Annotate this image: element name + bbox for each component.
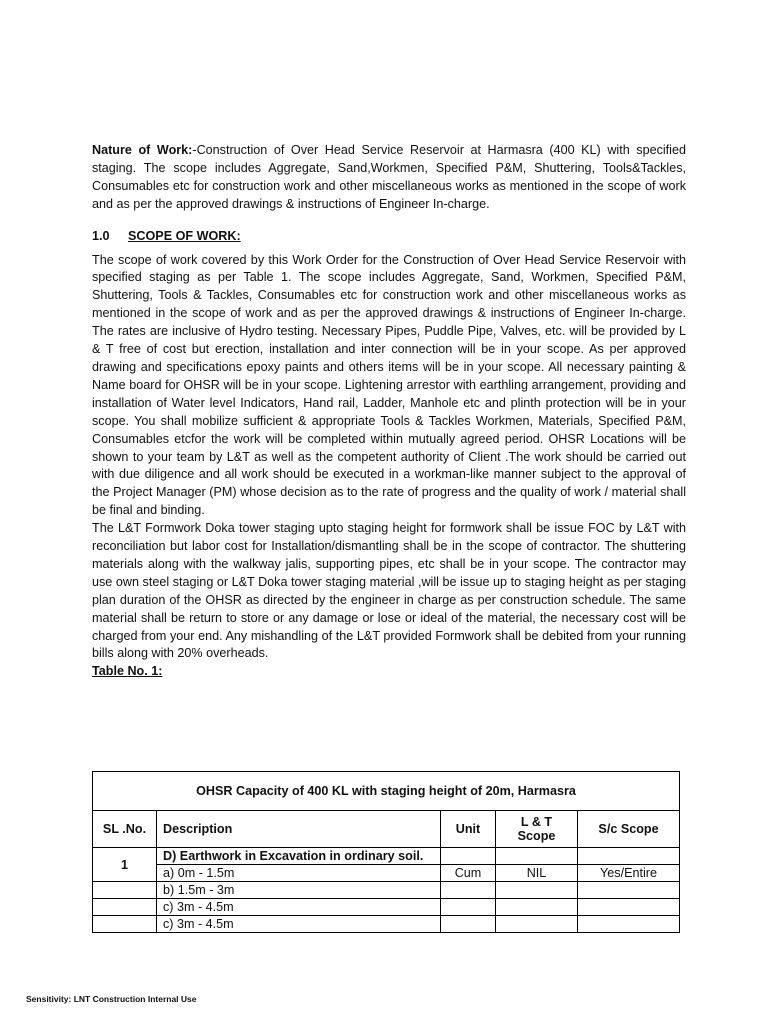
row-lt-scope: NIL — [496, 865, 578, 882]
header-lt-scope: L & T Scope — [496, 811, 578, 848]
header-sl-no: SL .No. — [93, 811, 157, 848]
row-unit — [441, 882, 496, 899]
row-lt-scope — [496, 916, 578, 933]
row-lt-scope — [496, 882, 578, 899]
table-row — [93, 899, 680, 916]
row-sl-empty — [93, 899, 157, 916]
row-description: c) 3m - 4.5m — [157, 899, 441, 916]
row-unit — [441, 899, 496, 916]
scope-section-title: SCOPE OF WORK: — [128, 228, 241, 243]
row-sc-scope — [578, 916, 680, 933]
table-row — [93, 848, 680, 865]
row-sc-scope: Yes/Entire — [578, 865, 680, 882]
row-lt-scope — [496, 899, 578, 916]
table-row — [93, 865, 680, 882]
header-description: Description — [157, 811, 441, 848]
document-body — [92, 142, 686, 681]
row-unit: Cum — [441, 865, 496, 882]
item-unit-cell — [441, 848, 496, 865]
row-sl-empty — [93, 882, 157, 899]
item-description: D) Earthwork in Excavation in ordinary soil. — [157, 848, 441, 865]
item-sc-scope-cell — [578, 848, 680, 865]
table-label: Table No. 1: — [92, 664, 163, 679]
row-sc-scope — [578, 899, 680, 916]
nature-of-work-label: Nature of Work: — [92, 143, 193, 157]
header-sc-scope: S/c Scope — [578, 811, 680, 848]
scope-paragraph-1: The scope of work covered by this Work Order for the Construction of Over Head Service Reservoir with specified staging as per Table 1. The scope includes Aggregate, Sand, Workmen, Specified P&M, Shuttering, Tools & Tackles, Consumables etc for construction work and other miscellaneous works as mentioned in the scope of work and as per the approved drawings & instructions of Engineer In-charge. The rates are inclusive of Hydro testing. Necessary Pipes, Puddle Pipe, Valves, etc. will be provided by L & T free of cost but erection, installation and inter connection will be in your scope. As per approved drawing and specifications epoxy paints and others items will be in your scope. All necessary painting & Name board for OHSR will be in your scope. Lightening arrestor with earthling arrangement, providing and installation of Water level Indicators, Hand rail, Ladder, Manhole etc and plinth protection will be in your scope. You shall mobilize sufficient & appropriate Tools & Tackles Workmen, Materials, Specified P&M, Consumables etcfor the work will be completed within mutually agreed period. OHSR Locations will be shown to your team by L&T as well as the competent authority of Client .The work should be carried out with due diligence and all work should be executed in a workman-like manner subject to the approval of the Project Manager (PM) whose decision as to the rate of progress and the quality of work / material shall be final and binding. — [92, 252, 686, 518]
row-sl-empty — [93, 916, 157, 933]
row-description: c) 3m - 4.5m — [157, 916, 441, 933]
nature-of-work-text: -Construction of Over Head Service Reservoir at Harmasra (400 KL) with specified staging. The scope includes Aggregate, Sand,Workmen, Specified P&M, Shuttering, Tools&Tackles, Consumables etc for construction work and other miscellaneous works as mentioned in the scope of work and as per the approved drawings & instructions of Engineer In-charge. — [92, 143, 686, 211]
table-row — [93, 882, 680, 899]
row-sc-scope — [578, 882, 680, 899]
header-unit: Unit — [441, 811, 496, 848]
item-sl-number: 1 — [93, 848, 157, 882]
table-row — [93, 916, 680, 933]
table-caption-row — [93, 772, 680, 811]
scope-paragraph-2: The L&T Formwork Doka tower staging upto staging height for formwork shall be issue FOC by L&T with reconciliation but labor cost for Installation/dismantling shall be in the scope of contractor. The shuttering materials along with the walkway jalis, supporting pipes, etc shall be in your scope. The contractor may use own steel staging or L&T Doka tower staging material ,will be issue up to staging height as per staging plan duration of the OHSR as directed by the engineer in charge as per construction schedule. The same material shall be return to store or any damage or lose or ideal of the material, the necessary cost will be charged from your end. Any mishandling of the L&T provided Formwork shall be debited from your running bills along with 20% overheads. — [92, 521, 686, 661]
row-description: b) 1.5m - 3m — [157, 882, 441, 899]
item-lt-scope-cell — [496, 848, 578, 865]
row-description: a) 0m - 1.5m — [157, 865, 441, 882]
row-unit — [441, 916, 496, 933]
table-caption: OHSR Capacity of 400 KL with staging height of 20m, Harmasra — [93, 772, 680, 811]
nature-of-work-paragraph — [92, 142, 686, 214]
scope-table — [92, 771, 680, 933]
sensitivity-footer: Sensitivity: LNT Construction Internal Use — [26, 994, 197, 1004]
scope-section-number: 1.0 — [92, 228, 110, 243]
table-header-row — [93, 811, 680, 848]
scope-heading — [92, 228, 686, 246]
